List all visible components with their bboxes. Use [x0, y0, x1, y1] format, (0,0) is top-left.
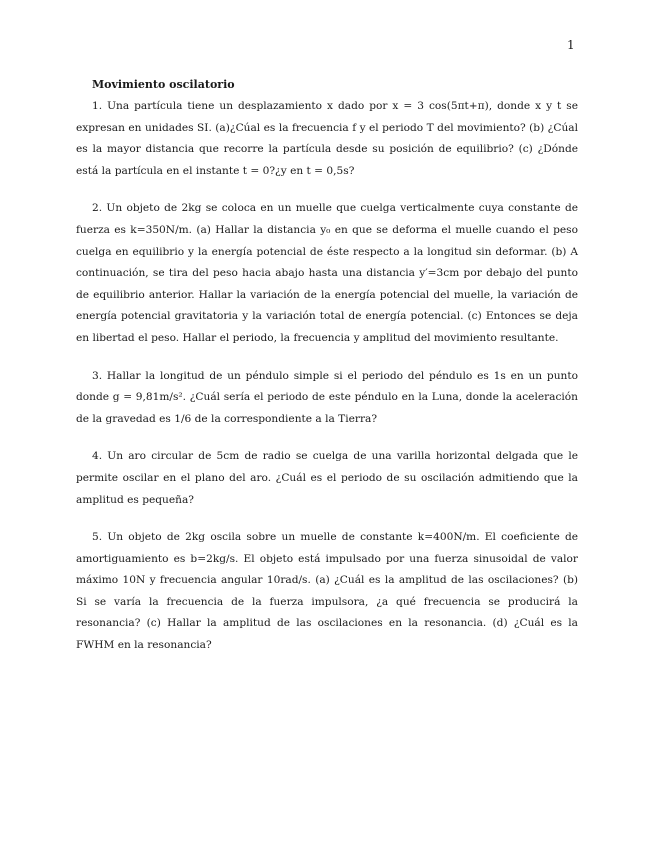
page-number: 1	[567, 38, 575, 52]
section-title: Movimiento oscilatorio	[92, 78, 235, 91]
problem-5: 5. Un objeto de 2kg oscila sobre un muelle de constante k=400N/m. El coeficiente de amortiguamiento es b=2kg/s. El objeto está impulsado por una fuerza sinusoidal de valor máximo 10N y frecuencia angular 10rad/s. (a) ¿Cuál es la amplitud de las oscilaciones? (b) Si se varía la frecuencia de la fuerza impulsora, ¿a qué frecuencia se producirá la resonancia? (c) Hallar la amplitud de las oscilaciones en la resonancia. (d) ¿Cuál es la FWHM en la resonancia?	[76, 531, 578, 652]
problem-3: 3. Hallar la longitud de un péndulo simple si el periodo del péndulo es 1s en un punto donde g = 9,81m/s². ¿Cuál sería el periodo de este péndulo en la Luna, donde la aceleración de la gravedad es 1/6 de la correspondiente a la Tierra?	[76, 369, 578, 425]
problem-2: 2. Un objeto de 2kg se coloca en un muelle que cuelga verticalmente cuya constante de fuerza es k=350N/m. (a) Hallar la distancia y₀ en que se deforma el muelle cuando el peso cuelga en equilibrio y la energía potencial de éste respecto a la longitud sin deformar. (b) A continuación, se tira del peso hacia abajo hasta una distancia y′=3cm por debajo del punto de equilibrio anterior. Hallar la variación de la energía potencial del muelle, la variación de energía potencial gravitatoria y la variación total de energía potencial. (c) Entonces se deja en libertad el peso. Hallar el periodo, la frecuencia y amplitud del movimiento resultante.	[76, 202, 578, 344]
problem-1: 1. Una partícula tiene un desplazamiento x dado por x = 3 cos(5πt+π), donde x y t se expresan en unidades SI. (a)¿Cúal es la frecuencia f y el periodo T del movimiento? (b) ¿Cúal es la mayor distancia que recorre la partícula desde su posición de equilibrio? (c) ¿Dónde está la partícula en el instante t = 0?¿y en t = 0,5s?	[76, 100, 578, 177]
document-body	[76, 76, 578, 657]
problem-4: 4. Un aro circular de 5cm de radio se cuelga de una varilla horizontal delgada que le permite oscilar en el plano del aro. ¿Cuál es el periodo de su oscilación admitiendo que la amplitud es pequeña?	[76, 450, 578, 506]
